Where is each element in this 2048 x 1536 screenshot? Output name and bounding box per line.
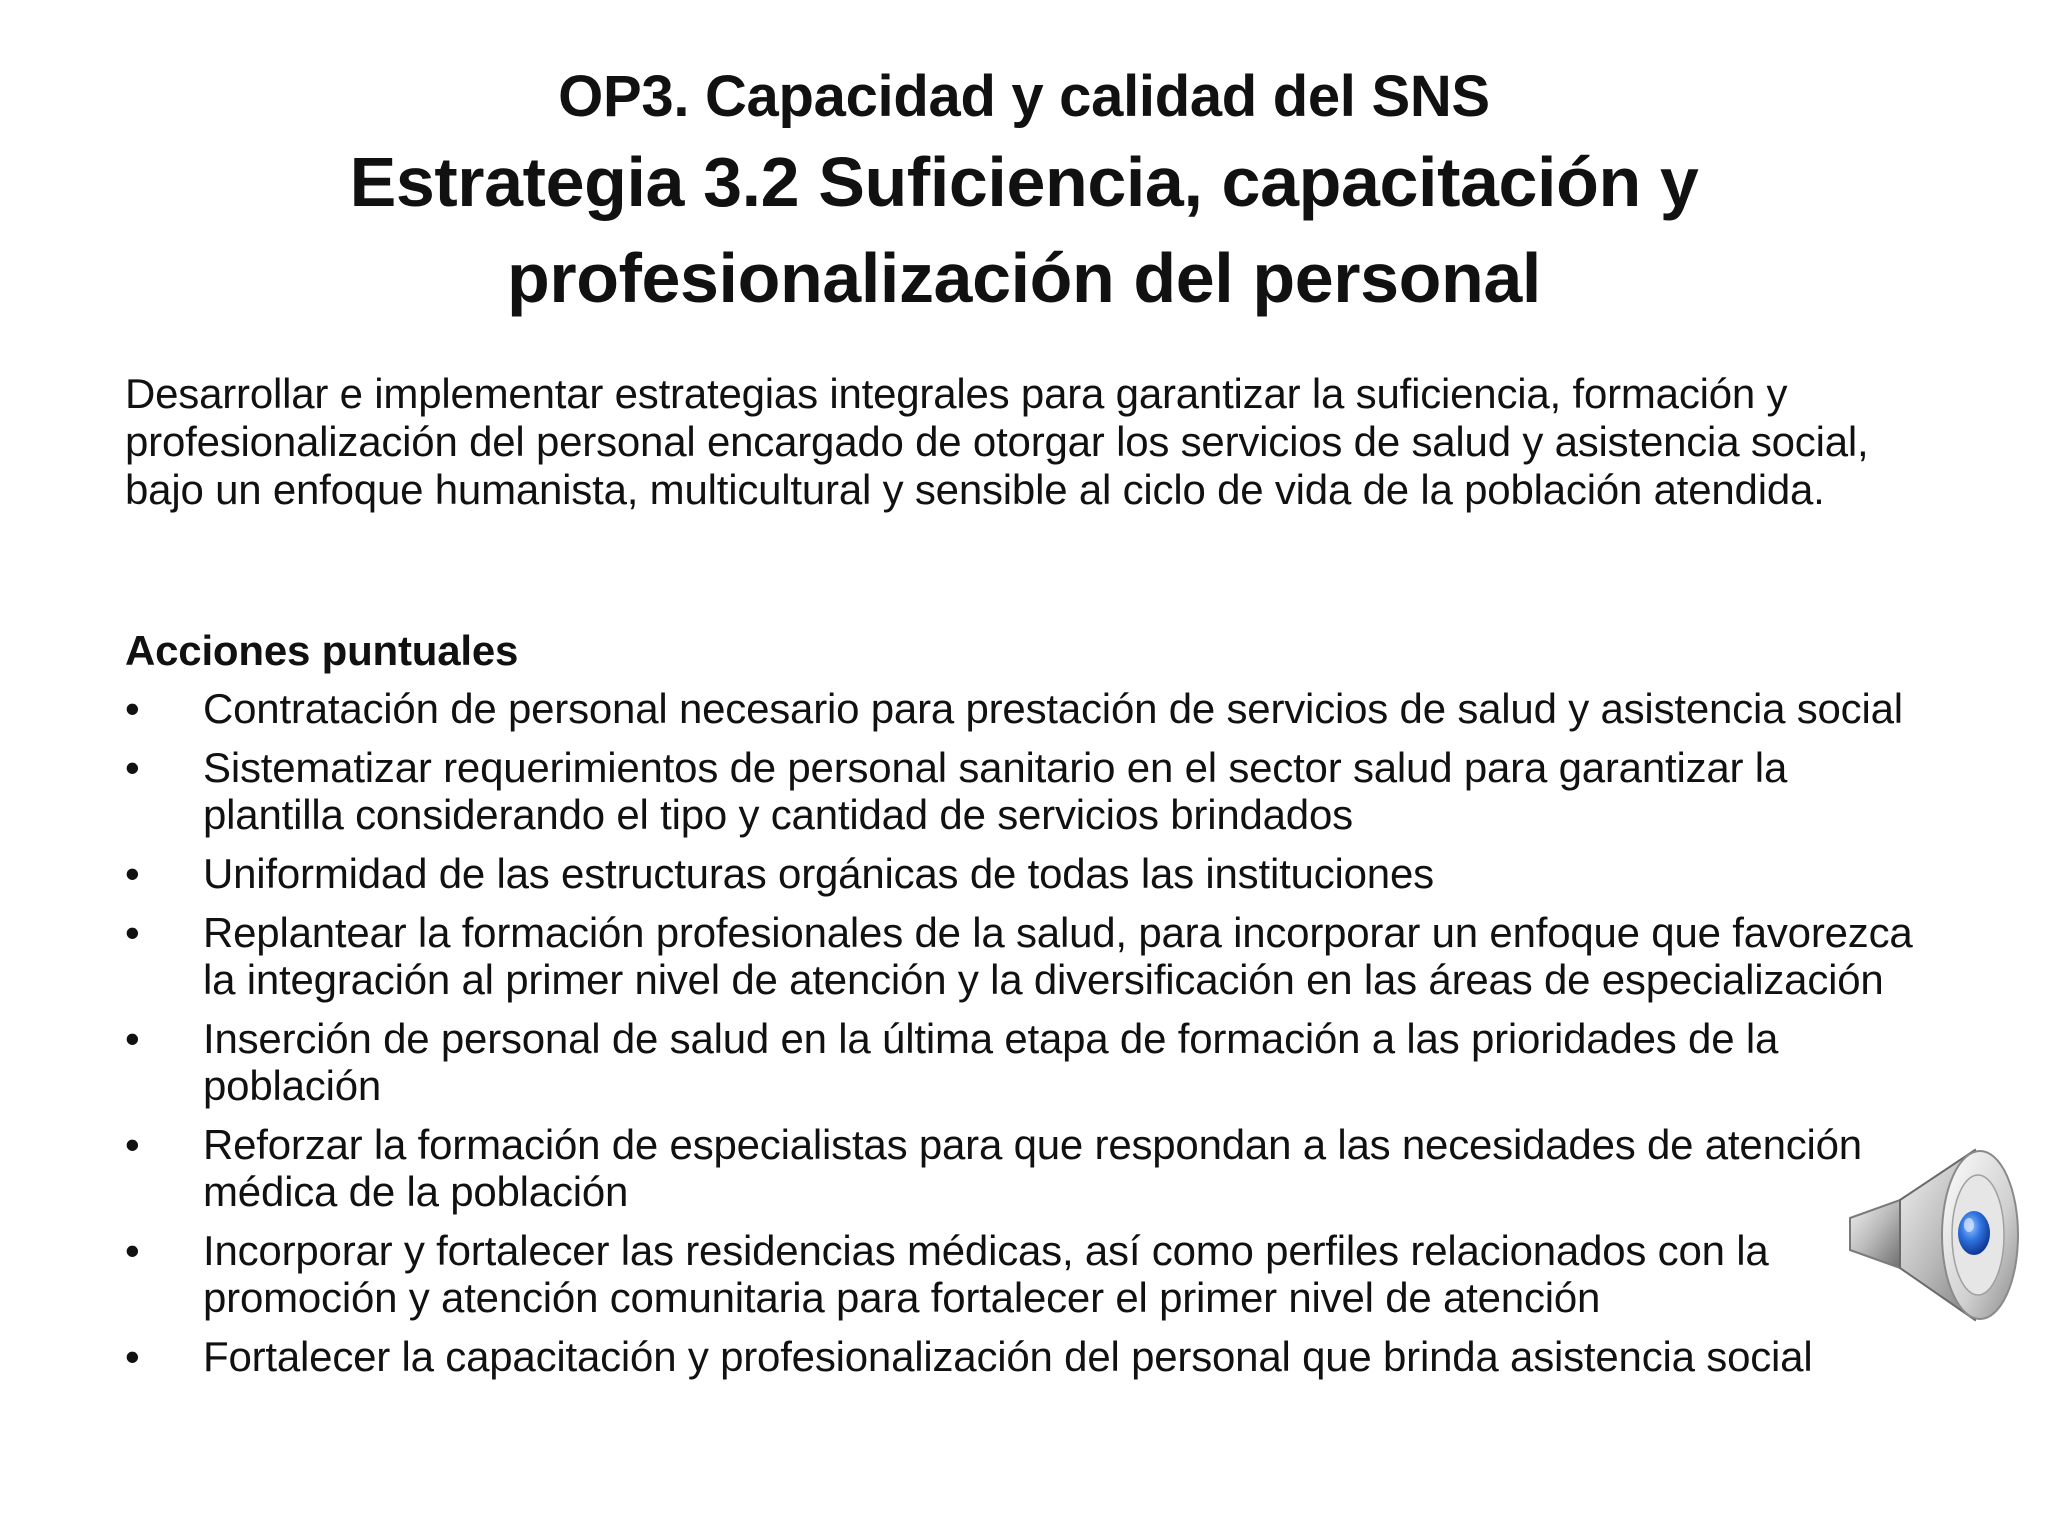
bullet: •: [125, 909, 140, 956]
action-text: Sistematizar requerimientos de personal sanitario en el sector salud para garantizar la plantilla considerando el tipo y cantidad de servicios brindados: [203, 744, 1788, 838]
bullet: •: [125, 744, 140, 791]
title-line-1: OP3. Capacidad y calidad del SNS: [558, 64, 1490, 129]
bullet: •: [125, 1121, 140, 1168]
action-text: Incorporar y fortalecer las residencias médicas, así como perfiles relacionados con la promoción y atención comunitaria para fortalecer el primer nivel de atención: [203, 1227, 1769, 1321]
actions-heading: Acciones puntuales: [125, 627, 519, 674]
actions-list: [125, 685, 1925, 1392]
action-item: [125, 1333, 1925, 1380]
action-item: [125, 1015, 1925, 1109]
action-item: [125, 1227, 1925, 1321]
action-item: [125, 909, 1925, 1003]
action-text: Inserción de personal de salud en la última etapa de formación a las prioridades de la población: [203, 1015, 1779, 1109]
speaker-icon-graphic: [1840, 1140, 2030, 1330]
bullet: •: [125, 850, 140, 897]
action-item: [125, 850, 1925, 897]
intro-paragraph: Desarrollar e implementar estrategias integrales para garantizar la suficiencia, formación y profesionalización del personal encargado de otorgar los servicios de salud y asistencia social, bajo un enfoque humanista, multicultural y sensible al ciclo de vida de la población atendida.: [125, 370, 1869, 513]
bullet: •: [125, 1015, 140, 1062]
action-text: Reforzar la formación de especialistas para que respondan a las necesidades de atención médica de la población: [203, 1121, 1862, 1215]
title-line-2: Estrategia 3.2 Suficiencia, capacitación y: [349, 143, 1699, 221]
action-text: Uniformidad de las estructuras orgánicas de todas las instituciones: [203, 850, 1434, 897]
action-text: Contratación de personal necesario para prestación de servicios de salud y asistencia social: [203, 685, 1903, 732]
slide-title: [0, 60, 2048, 326]
action-text: Replantear la formación profesionales de la salud, para incorporar un enfoque que favorezca la integración al primer nivel de atención y la diversificación en las áreas de especialización: [203, 909, 1913, 1003]
action-text: Fortalecer la capacitación y profesionalización del personal que brinda asistencia social: [203, 1333, 1813, 1380]
action-item: [125, 1121, 1925, 1215]
speaker-icon[interactable]: [1840, 1140, 2030, 1330]
bullet: •: [125, 1333, 140, 1380]
action-item: [125, 744, 1925, 838]
action-item: [125, 685, 1925, 732]
title-line-3: profesionalización del personal: [507, 239, 1541, 317]
bullet: •: [125, 1227, 140, 1274]
bullet: •: [125, 685, 140, 732]
